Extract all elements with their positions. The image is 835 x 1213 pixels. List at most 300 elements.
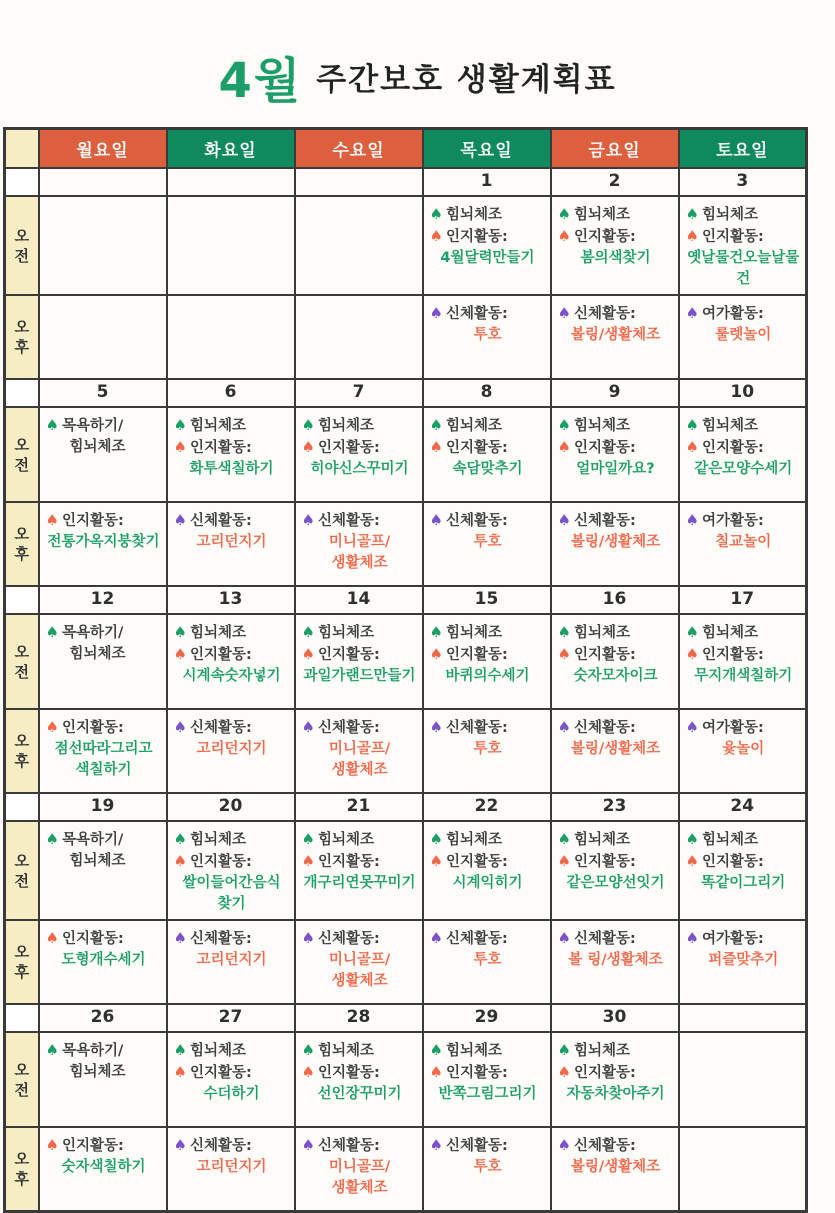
- spade-orange-icon: ♠: [557, 645, 571, 663]
- activity-line: [174, 829, 290, 851]
- activity-text: 전통가옥지붕찾기: [47, 534, 160, 550]
- activity-line: [46, 532, 162, 553]
- afternoon-row: [5, 295, 807, 379]
- activity-line: [174, 510, 290, 532]
- activity-text: 힘뇌체조: [701, 207, 758, 223]
- activity-line: [174, 622, 290, 644]
- activity-line: [302, 971, 418, 992]
- date-cell: 1: [423, 168, 551, 196]
- period-label-char: 오: [14, 943, 29, 961]
- activity-text: 얼마일까요?: [576, 461, 655, 477]
- activity-line: [46, 950, 162, 971]
- activity-text: 신체활동:: [189, 513, 252, 529]
- spade-green-icon: ♠: [45, 830, 59, 848]
- activity-line: [430, 248, 546, 269]
- activity-line: [302, 622, 418, 644]
- activity-text: 칠교놀이: [715, 534, 772, 550]
- side-date-cell: [5, 1004, 39, 1032]
- period-label-afternoon: [5, 709, 39, 793]
- activity-text: 고리던지기: [196, 1159, 267, 1175]
- activity-text: 인지활동:: [189, 647, 252, 663]
- activity-line: [46, 739, 162, 760]
- activity-line: [686, 532, 802, 553]
- date-cell: 24: [679, 793, 807, 821]
- activity-line: [46, 829, 162, 851]
- activity-line: [302, 415, 418, 437]
- schedule-cell: [39, 614, 167, 709]
- activity-line: [302, 739, 418, 760]
- spade-purple-icon: ♠: [429, 929, 443, 947]
- period-label-morning: [5, 196, 39, 295]
- calendar-header: [5, 129, 807, 169]
- activity-text: 선인장꾸미기: [317, 1086, 402, 1102]
- activity-text: 힘뇌체조: [445, 418, 502, 434]
- schedule-cell: [295, 821, 423, 920]
- activity-text: 숫자모자이크: [573, 668, 658, 684]
- schedule-cell: [167, 407, 295, 502]
- period-label-char: 전: [14, 1080, 29, 1099]
- date-cell: [167, 168, 295, 196]
- spade-purple-icon: ♠: [557, 718, 571, 736]
- spade-green-icon: ♠: [173, 623, 187, 641]
- schedule-cell: [295, 1032, 423, 1127]
- activity-line: [686, 325, 802, 346]
- spade-purple-icon: ♠: [173, 1136, 187, 1154]
- date-cell: 19: [39, 793, 167, 821]
- activity-line: [430, 851, 546, 873]
- activity-text: 신체활동:: [573, 513, 636, 529]
- activity-text: 인지활동:: [445, 854, 508, 870]
- period-label-char: 후: [14, 338, 29, 356]
- date-cell: [295, 168, 423, 196]
- spade-green-icon: ♠: [557, 623, 571, 641]
- activity-line: [558, 303, 674, 325]
- activity-line: [430, 739, 546, 760]
- schedule-cell: [423, 502, 551, 586]
- activity-text: 쌀이들어간음식: [182, 875, 281, 891]
- schedule-cell: [679, 196, 807, 295]
- spade-orange-icon: ♠: [685, 852, 699, 870]
- spade-purple-icon: ♠: [557, 511, 571, 529]
- activity-text: 인지활동:: [445, 1065, 508, 1081]
- activity-text: 목욕하기/: [61, 625, 124, 641]
- schedule-cell: [679, 407, 807, 502]
- activity-text: 미니골프/: [328, 741, 391, 757]
- activity-line: [430, 1084, 546, 1105]
- spade-orange-icon: ♠: [429, 1063, 443, 1081]
- activity-line: [558, 666, 674, 687]
- schedule-cell: [551, 614, 679, 709]
- activity-text: 투호: [473, 327, 502, 343]
- activity-text: 시계익히기: [452, 875, 523, 891]
- activity-line: [430, 415, 546, 437]
- spade-orange-icon: ♠: [173, 645, 187, 663]
- activity-text: 인지활동:: [445, 229, 508, 245]
- activity-text: 신체활동:: [317, 720, 380, 736]
- activity-line: [558, 1157, 674, 1178]
- activity-text: 인지활동:: [573, 647, 636, 663]
- activity-text: 힘뇌체조: [189, 418, 246, 434]
- activity-text: 인지활동:: [61, 513, 124, 529]
- activity-text: 인지활동:: [573, 854, 636, 870]
- date-cell: 22: [423, 793, 551, 821]
- spade-purple-icon: ♠: [557, 929, 571, 947]
- spade-purple-icon: ♠: [429, 304, 443, 322]
- activity-line: [46, 851, 162, 872]
- activity-text: 여가활동:: [701, 513, 764, 529]
- activity-line: [686, 204, 802, 226]
- spade-green-icon: ♠: [173, 1041, 187, 1059]
- activity-text: 숫자색칠하기: [61, 1159, 146, 1175]
- activity-line: [686, 303, 802, 325]
- spade-green-icon: ♠: [45, 1041, 59, 1059]
- activity-line: [46, 928, 162, 950]
- period-label-char: 오: [14, 318, 29, 336]
- activity-text: 화투색칠하기: [189, 461, 274, 477]
- date-cell: 20: [167, 793, 295, 821]
- day-header-row: [5, 129, 807, 169]
- afternoon-row: [5, 1127, 807, 1211]
- activity-text: 목욕하기/: [61, 1043, 124, 1059]
- schedule-cell: [679, 1127, 807, 1211]
- activity-line: [686, 248, 802, 290]
- activity-line: [430, 510, 546, 532]
- schedule-cell: [295, 709, 423, 793]
- activity-text: 신체활동:: [317, 931, 380, 947]
- activity-text: 고리던지기: [196, 534, 267, 550]
- spade-green-icon: ♠: [301, 416, 315, 434]
- period-label-char: 후: [14, 752, 29, 770]
- date-row: [5, 1004, 807, 1032]
- spade-green-icon: ♠: [45, 623, 59, 641]
- activity-line: [558, 1040, 674, 1062]
- spade-green-icon: ♠: [685, 416, 699, 434]
- activity-line: [302, 1040, 418, 1062]
- schedule-cell: [423, 196, 551, 295]
- schedule-cell: [39, 1032, 167, 1127]
- activity-text: 신체활동:: [445, 720, 508, 736]
- activity-text: 신체활동:: [573, 1138, 636, 1154]
- activity-line: [430, 1157, 546, 1178]
- activity-text: 신체활동:: [445, 513, 508, 529]
- date-row: [5, 379, 807, 407]
- schedule-cell: [167, 709, 295, 793]
- morning-row: [5, 821, 807, 920]
- activity-text: 찾기: [217, 896, 246, 912]
- activity-text: 힘뇌체조: [445, 207, 502, 223]
- spade-purple-icon: ♠: [429, 511, 443, 529]
- activity-text: 힘뇌체조: [573, 207, 630, 223]
- activity-line: [558, 532, 674, 553]
- period-label-char: 오: [14, 851, 29, 870]
- schedule-cell: [551, 295, 679, 379]
- activity-text: 생활체조: [331, 1180, 388, 1196]
- period-label-char: 후: [14, 963, 29, 981]
- afternoon-row: [5, 709, 807, 793]
- activity-text: 힘뇌체조: [445, 832, 502, 848]
- date-cell: 6: [167, 379, 295, 407]
- page-title: [0, 0, 835, 111]
- activity-line: [302, 1178, 418, 1199]
- schedule-cell: [39, 196, 167, 295]
- activity-text: 수더하기: [203, 1086, 260, 1102]
- side-date-cell: [5, 586, 39, 614]
- day-header-1: 화요일: [167, 129, 295, 169]
- activity-line: [686, 717, 802, 739]
- spade-orange-icon: ♠: [429, 227, 443, 245]
- spade-orange-icon: ♠: [557, 1063, 571, 1081]
- spade-purple-icon: ♠: [173, 718, 187, 736]
- period-label-afternoon: [5, 1127, 39, 1211]
- spade-purple-icon: ♠: [557, 304, 571, 322]
- schedule-cell: [423, 1032, 551, 1127]
- activity-line: [302, 873, 418, 894]
- activity-text: 생활체조: [331, 973, 388, 989]
- activity-line: [558, 437, 674, 459]
- activity-line: [46, 1040, 162, 1062]
- spade-orange-icon: ♠: [429, 645, 443, 663]
- activity-text: 미니골프/: [328, 534, 391, 550]
- spade-green-icon: ♠: [429, 205, 443, 223]
- side-date-cell: [5, 379, 39, 407]
- spade-green-icon: ♠: [429, 1041, 443, 1059]
- schedule-cell: [551, 1032, 679, 1127]
- activity-line: [558, 644, 674, 666]
- activity-line: [302, 437, 418, 459]
- date-cell: 5: [39, 379, 167, 407]
- activity-text: 속담맞추기: [452, 461, 523, 477]
- spade-green-icon: ♠: [557, 416, 571, 434]
- activity-text: 힘뇌체조: [189, 625, 246, 641]
- period-label-morning: [5, 1032, 39, 1127]
- spade-purple-icon: ♠: [173, 511, 187, 529]
- spade-orange-icon: ♠: [173, 438, 187, 456]
- activity-text: 볼링/생활체조: [570, 1159, 661, 1175]
- spade-purple-icon: ♠: [173, 929, 187, 947]
- schedule-cell: [679, 821, 807, 920]
- spade-green-icon: ♠: [173, 416, 187, 434]
- spade-orange-icon: ♠: [301, 852, 315, 870]
- activity-line: [174, 717, 290, 739]
- schedule-cell: [679, 920, 807, 1004]
- activity-text: 신체활동:: [189, 720, 252, 736]
- date-cell: 27: [167, 1004, 295, 1032]
- activity-text: 반쪽그림그리기: [438, 1086, 537, 1102]
- activity-text: 인지활동:: [573, 1065, 636, 1081]
- date-row: [5, 793, 807, 821]
- activity-text: 생활체조: [331, 762, 388, 778]
- activity-line: [430, 303, 546, 325]
- activity-line: [174, 1157, 290, 1178]
- spade-green-icon: ♠: [557, 205, 571, 223]
- schedule-cell: [39, 821, 167, 920]
- activity-line: [302, 760, 418, 781]
- schedule-cell: [39, 1127, 167, 1211]
- activity-line: [558, 829, 674, 851]
- side-date-cell: [5, 793, 39, 821]
- activity-text: 인지활동:: [573, 229, 636, 245]
- activity-line: [686, 666, 802, 687]
- date-cell: 26: [39, 1004, 167, 1032]
- activity-text: 힘뇌체조: [573, 1043, 630, 1059]
- activity-text: 같은모양수세기: [694, 461, 793, 477]
- spade-orange-icon: ♠: [301, 645, 315, 663]
- activity-text: 투호: [473, 952, 502, 968]
- schedule-cell: [39, 920, 167, 1004]
- activity-text: 인지활동:: [445, 440, 508, 456]
- activity-text: 힘뇌체조: [69, 853, 126, 869]
- spade-purple-icon: ♠: [685, 718, 699, 736]
- date-cell: 2: [551, 168, 679, 196]
- activity-text: 힘뇌체조: [445, 1043, 502, 1059]
- activity-text: 똑같이그리기: [701, 875, 786, 891]
- activity-line: [174, 1062, 290, 1084]
- period-label-morning: [5, 407, 39, 502]
- spade-orange-icon: ♠: [45, 718, 59, 736]
- activity-text: 도형개수세기: [61, 952, 146, 968]
- period-label-char: 오: [14, 732, 29, 750]
- activity-text: 인지활동:: [701, 229, 764, 245]
- spade-green-icon: ♠: [45, 416, 59, 434]
- activity-text: 여가활동:: [701, 306, 764, 322]
- activity-line: [46, 1062, 162, 1083]
- schedule-cell: [423, 295, 551, 379]
- schedule-cell: [167, 920, 295, 1004]
- activity-text: 인지활동:: [189, 440, 252, 456]
- activity-line: [558, 1135, 674, 1157]
- activity-line: [430, 928, 546, 950]
- activity-text: 인지활동:: [317, 854, 380, 870]
- activity-line: [302, 829, 418, 851]
- activity-text: 미니골프/: [328, 1159, 391, 1175]
- activity-line: [430, 1062, 546, 1084]
- activity-text: 인지활동:: [701, 854, 764, 870]
- activity-line: [686, 437, 802, 459]
- activity-line: [302, 928, 418, 950]
- activity-text: 룰렛놀이: [715, 327, 772, 343]
- spade-orange-icon: ♠: [301, 1063, 315, 1081]
- schedule-cell: [167, 295, 295, 379]
- activity-line: [686, 950, 802, 971]
- spade-green-icon: ♠: [557, 830, 571, 848]
- spade-purple-icon: ♠: [685, 929, 699, 947]
- spade-orange-icon: ♠: [173, 852, 187, 870]
- activity-line: [46, 510, 162, 532]
- activity-line: [558, 415, 674, 437]
- schedule-cell: [423, 709, 551, 793]
- calendar-table: [3, 127, 808, 1213]
- spade-green-icon: ♠: [429, 830, 443, 848]
- activity-line: [558, 248, 674, 269]
- period-label-char: 전: [14, 246, 29, 265]
- period-label-char: 오: [14, 226, 29, 245]
- schedule-cell: [423, 407, 551, 502]
- activity-text: 퍼즐맞추기: [708, 952, 779, 968]
- schedule-cell: [295, 614, 423, 709]
- schedule-cell: [39, 407, 167, 502]
- activity-text: 힘뇌체조: [189, 1043, 246, 1059]
- activity-text: 힘뇌체조: [445, 625, 502, 641]
- date-cell: 21: [295, 793, 423, 821]
- spade-orange-icon: ♠: [429, 852, 443, 870]
- activity-line: [46, 415, 162, 437]
- activity-text: 여가활동:: [701, 720, 764, 736]
- schedule-cell: [551, 407, 679, 502]
- activity-line: [558, 1084, 674, 1105]
- spade-purple-icon: ♠: [557, 1136, 571, 1154]
- spade-green-icon: ♠: [429, 623, 443, 641]
- spade-green-icon: ♠: [557, 1041, 571, 1059]
- activity-line: [302, 950, 418, 971]
- date-cell: 3: [679, 168, 807, 196]
- activity-line: [686, 928, 802, 950]
- activity-line: [302, 644, 418, 666]
- activity-text: 옛날물건오늘날물건: [687, 250, 800, 287]
- activity-text: 인지활동:: [61, 1138, 124, 1154]
- spade-green-icon: ♠: [301, 1041, 315, 1059]
- activity-text: 볼링/생활체조: [570, 534, 661, 550]
- schedule-cell: [167, 1127, 295, 1211]
- activity-text: 점선따라그리고: [54, 741, 153, 757]
- morning-row: [5, 1032, 807, 1127]
- activity-text: 시계속숫자넣기: [182, 668, 281, 684]
- activity-line: [430, 950, 546, 971]
- spade-purple-icon: ♠: [685, 304, 699, 322]
- activity-text: 힘뇌체조: [701, 418, 758, 434]
- date-cell: 30: [551, 1004, 679, 1032]
- activity-text: 과일가랜드만들기: [303, 668, 416, 684]
- activity-text: 힘뇌체조: [317, 832, 374, 848]
- activity-line: [558, 325, 674, 346]
- activity-line: [174, 459, 290, 480]
- activity-line: [558, 510, 674, 532]
- date-cell: 28: [295, 1004, 423, 1032]
- activity-line: [46, 437, 162, 458]
- activity-line: [302, 553, 418, 574]
- activity-line: [558, 950, 674, 971]
- activity-text: 볼링/생활체조: [570, 741, 661, 757]
- spade-green-icon: ♠: [301, 623, 315, 641]
- spade-green-icon: ♠: [685, 623, 699, 641]
- spade-orange-icon: ♠: [45, 511, 59, 529]
- activity-text: 생활체조: [331, 555, 388, 571]
- spade-green-icon: ♠: [173, 830, 187, 848]
- date-cell: 14: [295, 586, 423, 614]
- activity-line: [46, 1157, 162, 1178]
- schedule-cell: [167, 1032, 295, 1127]
- activity-line: [686, 829, 802, 851]
- schedule-cell: [39, 709, 167, 793]
- activity-text: 힘뇌체조: [701, 625, 758, 641]
- activity-text: 목욕하기/: [61, 832, 124, 848]
- activity-line: [686, 622, 802, 644]
- activity-line: [686, 459, 802, 480]
- activity-text: 볼링/생활체조: [570, 327, 661, 343]
- activity-text: 볼 링/생활체조: [568, 952, 663, 968]
- spade-purple-icon: ♠: [429, 1136, 443, 1154]
- activity-line: [302, 1135, 418, 1157]
- spade-green-icon: ♠: [685, 830, 699, 848]
- activity-text: 봄의색찾기: [580, 250, 651, 266]
- activity-line: [558, 717, 674, 739]
- period-label-afternoon: [5, 295, 39, 379]
- date-cell: 10: [679, 379, 807, 407]
- activity-text: 힘뇌체조: [189, 832, 246, 848]
- activity-line: [302, 532, 418, 553]
- activity-line: [686, 510, 802, 532]
- activity-text: 인지활동:: [317, 440, 380, 456]
- activity-line: [558, 459, 674, 480]
